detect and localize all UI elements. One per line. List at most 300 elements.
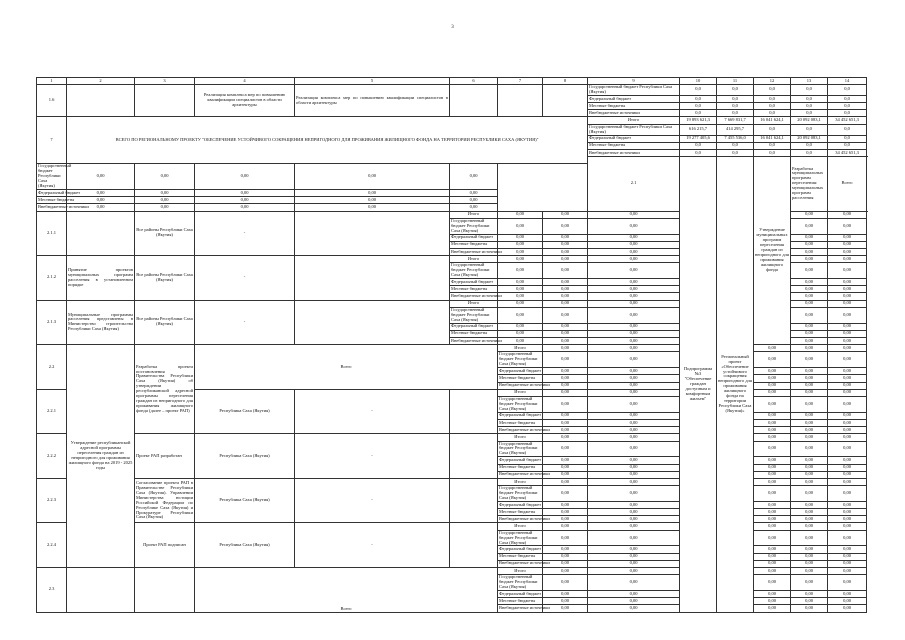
col-header: 1 — [37, 78, 67, 85]
fund-source: Внебюджетные источники — [498, 560, 543, 567]
budget-value: 0,00 — [450, 164, 498, 190]
activity-description: Реализация комплекса мер по повышению квалификации специалистов в области архитектуры — [295, 85, 450, 117]
budget-value: 0,00 — [588, 279, 680, 286]
budget-value: 0,00 — [828, 396, 867, 412]
fund-source: Местные бюджеты — [450, 241, 498, 248]
fund-source: Федеральный бюджет — [450, 323, 498, 330]
budget-value: 0,00 — [791, 441, 828, 457]
row-number: 2.2.4 — [37, 523, 67, 568]
budget-value: 0,00 — [791, 598, 828, 605]
project-name: Региональный проект «Обеспечение устойчивого сокращения непригодного для проживания жилищного фонда на территории Республики Саха (Якутия)» — [717, 157, 754, 613]
budget-value: 0,00 — [543, 516, 588, 523]
budget-value: 0,00 — [791, 368, 828, 375]
budget-value: 0,00 — [828, 352, 867, 368]
budget-value: 0,00 — [791, 575, 828, 591]
budget-value: 0,00 — [754, 457, 791, 464]
budget-value: 0,00 — [588, 560, 680, 567]
budget-value: 0,00 — [791, 286, 828, 293]
fund-source: Федеральный бюджет — [450, 234, 498, 241]
col-header: 14 — [828, 78, 867, 85]
budget-value: 0,00 — [828, 486, 867, 502]
budget-value: 0,00 — [543, 575, 588, 591]
budget-value: 0,00 — [135, 189, 195, 196]
cell-text: Всего — [828, 157, 867, 211]
subprogram-name: Подпрограмма №3 "Обеспечение граждан доступным и комфортным жильем" — [680, 157, 717, 613]
budget-value: 0,00 — [450, 204, 498, 211]
budget-value: 0,00 — [828, 546, 867, 553]
table-row: 2.2.2 Проект РАП разработан Республика Саха (Якутия) - Итого 0,00 0,00 0,00 0,00 0,00 — [37, 434, 867, 441]
budget-value: 0,00 — [588, 441, 680, 457]
budget-value: 0,00 — [828, 464, 867, 471]
budget-value: 0,00 — [588, 464, 680, 471]
budget-value: 0,00 — [828, 389, 867, 396]
fund-source: Федеральный бюджет — [498, 591, 543, 598]
budget-value: 0,00 — [588, 286, 680, 293]
col-header: 12 — [754, 78, 791, 85]
row-number: 2.1 — [588, 157, 680, 211]
budget-value: 0,00 — [828, 427, 867, 434]
budget-value: 0,00 — [754, 352, 791, 368]
budget-value: 0,00 — [754, 419, 791, 426]
budget-value: 0,00 — [828, 434, 867, 441]
budget-value: 0,00 — [754, 434, 791, 441]
budget-value: 0,00 — [754, 486, 791, 502]
budget-value: 0,00 — [295, 204, 450, 211]
fund-source: Государственный бюджет Республики Саха (Якутия) — [450, 263, 498, 279]
fund-source: Местные бюджеты — [588, 142, 680, 149]
budget-value: 0,00 — [498, 241, 543, 248]
budget-value: 0,00 — [67, 197, 135, 204]
budget-value: 0,00 — [543, 501, 588, 508]
budget-value: 0,00 — [754, 389, 791, 396]
budget-value: 0,00 — [543, 375, 588, 382]
budget-value: 0,00 — [828, 591, 867, 598]
fund-source: Федеральный бюджет — [498, 501, 543, 508]
budget-value: 0,00 — [754, 560, 791, 567]
budget-value: 0,00 — [543, 300, 588, 307]
budget-value: 0,00 — [195, 164, 295, 190]
budget-value: 0,00 — [791, 464, 828, 471]
budget-value: 0,00 — [754, 605, 791, 612]
fund-source: Местные бюджеты — [450, 330, 498, 337]
budget-value: 0,00 — [828, 560, 867, 567]
budget-value: 0,00 — [791, 419, 828, 426]
table-row: 2.1.2 Принятие проектов муниципальных программ расселения в установленном порядке Все районы Республики Саха (Якутия) - Итого 0,00 0,00 0,00 0,00 0,00 — [37, 256, 867, 263]
row-number: 2.1.3 — [37, 300, 67, 345]
fund-source: Государственный бюджет Республики Саха (Якутия) — [450, 307, 498, 323]
fund-source: Федеральный бюджет — [37, 189, 67, 196]
budget-value: 0,00 — [588, 486, 680, 502]
budget-value: 0,00 — [791, 382, 828, 389]
budget-value: 0,00 — [791, 323, 828, 330]
budget-value: 0,00 — [543, 568, 588, 575]
budget-value: 0,00 — [791, 457, 828, 464]
budget-value: 0,00 — [543, 464, 588, 471]
budget-value: 0,00 — [754, 427, 791, 434]
fund-source: Государственный бюджет Республики Саха (Якутия) — [450, 218, 498, 234]
budget-value: 0,00 — [295, 189, 450, 196]
col-header: 4 — [195, 78, 295, 85]
budget-value: 0,00 — [588, 375, 680, 382]
budget-value: 0,00 — [588, 293, 680, 300]
budget-value: 0,00 — [828, 412, 867, 419]
fund-source: Местные бюджеты — [588, 103, 680, 110]
budget-value: 0,00 — [543, 330, 588, 337]
budget-value: 0,00 — [828, 457, 867, 464]
budget-value: 0,00 — [791, 248, 828, 255]
budget-value: 0,00 — [543, 293, 588, 300]
budget-value: 0,00 — [828, 234, 867, 241]
budget-value: 0,00 — [543, 286, 588, 293]
budget-value: 0,00 — [295, 164, 450, 190]
budget-value: 0,00 — [791, 412, 828, 419]
budget-value: 0,00 — [754, 598, 791, 605]
budget-value: 0,00 — [588, 471, 680, 478]
fund-source: Федеральный бюджет — [498, 412, 543, 419]
budget-value: 0,00 — [754, 441, 791, 457]
fund-source: Итого — [498, 434, 543, 441]
budget-value: 0,00 — [828, 471, 867, 478]
table-row: Местные бюджеты 0,0 0,0 0,0 0,0 0,0 — [37, 142, 867, 149]
col-header: 11 — [717, 78, 754, 85]
fund-source: Внебюджетные источники — [498, 382, 543, 389]
budget-value: 0,00 — [791, 256, 828, 263]
budget-value: 0,00 — [195, 189, 295, 196]
table-row: 2.1.3 Муниципальные программы расселения представлены в Министерство строительства Республики Саха (Якутия) Все районы Республики Саха (Якутия) - Итого 0,00 0,00 0,00 0,00 0,00 — [37, 300, 867, 307]
task-name: Утверждение республиканской адресной программы переселения граждан из непригодного для проживания жилищного фонда на 2019 - 2025 годы — [67, 345, 135, 568]
budget-value: 0,00 — [754, 553, 791, 560]
budget-value: 0,00 — [791, 396, 828, 412]
budget-value: 0,00 — [498, 330, 543, 337]
budget-value: 0,00 — [588, 256, 680, 263]
fund-source: Внебюджетные источники — [498, 427, 543, 434]
budget-value: 0,00 — [791, 530, 828, 546]
budget-value: 0,00 — [543, 427, 588, 434]
budget-value: 0,00 — [588, 234, 680, 241]
table-row: 7 ВСЕГО ПО РЕГИОНАЛЬНОМУ ПРОЕКТУ "ОБЕСПЕЧЕНИЕ УСТОЙЧИВОГО СОКРАЩЕНИЯ НЕПРИГОДНОГО ДЛЯ ПРОЖИВАНИЯ ЖИЛИЩНОГО ФОНДА НА ТЕРРИТОРИИ РЕСПУБЛИКИ САХА (ЯКУТИЯ)" Итого 19 893 621,3 7 669 831,7 16 041 624,1 20 092 083,1 34 452 651,3 — [37, 117, 867, 124]
budget-value: 0,00 — [543, 478, 588, 485]
budget-value: 0,00 — [543, 546, 588, 553]
budget-value: 0,00 — [498, 300, 543, 307]
budget-value: 0,00 — [828, 323, 867, 330]
budget-value: 0,00 — [588, 427, 680, 434]
budget-value: 0,00 — [498, 234, 543, 241]
budget-value: 0,00 — [543, 307, 588, 323]
budget-value: 0,00 — [828, 530, 867, 546]
row-number: 2.2.2 — [37, 434, 67, 479]
budget-value: 0,00 — [828, 293, 867, 300]
fund-source: Местные бюджеты — [498, 509, 543, 516]
budget-value: 0,00 — [295, 197, 450, 204]
budget-value: 0,00 — [543, 605, 588, 612]
budget-value: 0,00 — [828, 248, 867, 255]
col-header: 2 — [67, 78, 135, 85]
budget-value: 0,00 — [588, 605, 680, 612]
budget-value: 0,00 — [754, 509, 791, 516]
col-header: 13 — [791, 78, 828, 85]
budget-value: 0,00 — [498, 248, 543, 255]
fund-source: Местные бюджеты — [498, 419, 543, 426]
budget-value: 0,00 — [543, 419, 588, 426]
budget-value: 0,00 — [543, 486, 588, 502]
budget-value: 0,00 — [450, 197, 498, 204]
budget-value: 0,00 — [754, 464, 791, 471]
budget-value: 0,00 — [543, 338, 588, 345]
budget-value: 0,00 — [588, 382, 680, 389]
page-number: 3 — [451, 25, 454, 30]
table-row: Государственный бюджет Республики Саха (Якутия) 616 215,7 414 295,7 0,0 0,0 0,0 — [37, 124, 867, 135]
budget-value: 0,00 — [828, 263, 867, 279]
budget-value: 0,00 — [543, 412, 588, 419]
budget-value: 0,00 — [791, 560, 828, 567]
col-header: 10 — [680, 78, 717, 85]
fund-source: Федеральный бюджет — [588, 95, 680, 102]
budget-value: 0,00 — [543, 560, 588, 567]
activity-name: Реализация комплекса мер по повышению квалификации специалистов в области архитектуры — [195, 85, 295, 117]
cell-text: Принятие проектов муниципальных программ расселения в установленном порядке — [67, 256, 135, 301]
table-row: Внебюджетные источники 0,0 0,0 0,0 0,0 0,0 — [37, 110, 867, 117]
budget-value: 0,00 — [791, 516, 828, 523]
fund-source: Местные бюджеты — [498, 553, 543, 560]
budget-value: 0,00 — [791, 389, 828, 396]
budget-value: 0,00 — [828, 509, 867, 516]
budget-value: 0,00 — [588, 323, 680, 330]
budget-value: 0,00 — [754, 501, 791, 508]
budget-value: 0,00 — [588, 211, 680, 218]
budget-value: 0,00 — [498, 256, 543, 263]
budget-value: 0,00 — [828, 211, 867, 218]
budget-value: 0,00 — [828, 478, 867, 485]
budget-value: 0,00 — [588, 509, 680, 516]
budget-value: 0,00 — [67, 204, 135, 211]
budget-value: 0,00 — [588, 457, 680, 464]
budget-value: 0,00 — [498, 286, 543, 293]
col-header: 5 — [295, 78, 450, 85]
fund-source: Местные бюджеты — [498, 598, 543, 605]
budget-value: 0,00 — [543, 218, 588, 234]
budget-value: 0,00 — [588, 478, 680, 485]
fund-source: Итого — [450, 256, 498, 263]
budget-value: 0,00 — [588, 307, 680, 323]
fund-source: Федеральный бюджет — [588, 135, 680, 142]
fund-source: Внебюджетные источники — [450, 338, 498, 345]
fund-source: Внебюджетные источники — [37, 204, 67, 211]
table-row: Местные бюджеты 0,0 0,0 0,0 0,0 0,0 — [37, 103, 867, 110]
budget-value: 0,00 — [791, 478, 828, 485]
budget-value: 0,00 — [588, 345, 680, 352]
budget-value: 0,00 — [754, 591, 791, 598]
budget-value: 0,00 — [754, 575, 791, 591]
row-number: 2.1.2 — [37, 256, 67, 301]
budget-value: 0,00 — [543, 389, 588, 396]
budget-value: 0,00 — [828, 286, 867, 293]
fund-source: Государственный бюджет Республики Саха (Якутия) — [498, 486, 543, 502]
cell-text: Проект РАП разработан — [135, 434, 195, 479]
fund-source: Итого — [498, 389, 543, 396]
fund-source: Местные бюджеты — [498, 464, 543, 471]
budget-value: 0,00 — [791, 375, 828, 382]
table-row: 2.1.1 Все районы Республики Саха (Якутия) - Итого 0,00 0,00 0,00 0,00 0,00 — [37, 211, 867, 218]
budget-value: 0,00 — [828, 368, 867, 375]
budget-value: 0,00 — [791, 509, 828, 516]
budget-value: 0,00 — [498, 218, 543, 234]
budget-table — [36, 77, 867, 613]
budget-value: 0,00 — [498, 338, 543, 345]
fund-source: Федеральный бюджет — [498, 368, 543, 375]
budget-value: 0,00 — [791, 218, 828, 234]
budget-value: 0,00 — [828, 568, 867, 575]
fund-source: Итого — [450, 300, 498, 307]
budget-value: 0,00 — [543, 323, 588, 330]
fund-source: Внебюджетные источники — [498, 516, 543, 523]
row-number: 2.3 — [37, 568, 67, 613]
budget-value: 0,00 — [791, 293, 828, 300]
col-header: 3 — [135, 78, 195, 85]
budget-value: 0,00 — [543, 248, 588, 255]
budget-value: 0,00 — [588, 338, 680, 345]
budget-value: 0,00 — [543, 211, 588, 218]
fund-source: Государственный бюджет Республики Саха (Якутия) — [38, 163, 72, 188]
budget-value: 0,00 — [791, 211, 828, 218]
fund-source: Федеральный бюджет — [498, 457, 543, 464]
budget-value: 0,00 — [67, 189, 135, 196]
budget-value: 0,00 — [588, 575, 680, 591]
row-number: 7 — [37, 117, 67, 164]
budget-value: 0,00 — [791, 279, 828, 286]
budget-value: 0,00 — [543, 530, 588, 546]
col-header: 7 — [498, 78, 543, 85]
budget-value: 0,00 — [543, 241, 588, 248]
budget-value: 0,00 — [588, 352, 680, 368]
budget-value: 0,00 — [828, 279, 867, 286]
budget-value: 0,00 — [791, 471, 828, 478]
table-row: Федеральный бюджет 0,0 0,0 0,0 0,0 0,0 — [37, 95, 867, 102]
budget-value: 0,00 — [543, 591, 588, 598]
budget-value: 0,00 — [543, 471, 588, 478]
budget-value: 0,00 — [543, 234, 588, 241]
budget-value: 0,00 — [588, 434, 680, 441]
table-row: Внебюджетные источники 0,0 0,0 0,0 0,0 34 452 651,3 — [37, 149, 867, 156]
budget-value: 0,00 — [828, 218, 867, 234]
budget-value: 0,00 — [543, 263, 588, 279]
table-row: 2.2.3 Согласование проекта РАП в Правительстве Республики Саха (Якутия). Управлении Министерства юстиции Российской Федерации по Республике Саха (Якутия) и Прокуратуре Республики Саха (Якутия) Республика Саха (Якутия) - Итого 0,00 0,00 0,00 0,00 0,00 — [37, 478, 867, 485]
budget-value: 0,00 — [754, 523, 791, 530]
budget-value: 0,00 — [828, 553, 867, 560]
budget-value: 0,00 — [135, 164, 195, 190]
fund-source: Внебюджетные источники — [498, 605, 543, 612]
budget-value: 0,00 — [588, 523, 680, 530]
budget-value: 0,00 — [791, 591, 828, 598]
col-header: 8 — [543, 78, 588, 85]
budget-value: 0,00 — [791, 568, 828, 575]
budget-value: 0,00 — [828, 516, 867, 523]
fund-source: Итого — [498, 568, 543, 575]
fund-source: Федеральный бюджет — [450, 279, 498, 286]
budget-value: 0,00 — [754, 375, 791, 382]
budget-value: 0,00 — [195, 197, 295, 204]
fund-source: Итого — [498, 523, 543, 530]
budget-value: 0,00 — [828, 300, 867, 307]
budget-value: 0,00 — [588, 419, 680, 426]
budget-value: 0,00 — [791, 338, 828, 345]
cell-text: Разработка муниципальных программ переселения: муниципальных программ расселения — [791, 157, 828, 211]
budget-value: 0,00 — [828, 441, 867, 457]
budget-value: 0,00 — [543, 345, 588, 352]
budget-value: 0,00 — [791, 263, 828, 279]
fund-source: Государственный бюджет Республики Саха (Якутия) — [498, 530, 543, 546]
fund-source: Государственный бюджет Республики Саха (Якутия) — [498, 441, 543, 457]
fund-source: Внебюджетные источники — [588, 110, 680, 117]
budget-value: 0,00 — [791, 300, 828, 307]
table-row: 2.2.4 Проект РАП подписан Республика Саха (Якутия) - Итого 0,00 0,00 0,00 0,00 0,00 — [37, 523, 867, 530]
budget-value: 0,00 — [450, 189, 498, 196]
budget-value: 0,00 — [588, 591, 680, 598]
table-row: 2.3 Всего Итого 0,00 0,00 0,00 0,00 0,00 — [37, 568, 867, 575]
budget-value: 0,00 — [588, 263, 680, 279]
budget-value: 0,00 — [791, 486, 828, 502]
budget-value: 0,00 — [754, 546, 791, 553]
budget-value: 0,00 — [543, 441, 588, 457]
fund-source: Внебюджетные источники — [498, 471, 543, 478]
budget-value: 0,00 — [588, 300, 680, 307]
budget-value: 0,00 — [543, 382, 588, 389]
table-row: Федеральный бюджет 19 277 405,6 7 455 536,0 16 041 624,1 20 092 083,1 0,0 — [37, 135, 867, 142]
fund-source: Государственный бюджет Республики Саха (Якутия) — [588, 85, 680, 96]
budget-value: 0,00 — [67, 164, 135, 190]
budget-value: 0,00 — [543, 553, 588, 560]
budget-value: 0,00 — [135, 197, 195, 204]
fund-source: Федеральный бюджет — [498, 546, 543, 553]
budget-value: 0,00 — [791, 352, 828, 368]
budget-value: 0,00 — [543, 256, 588, 263]
budget-value: 0,00 — [588, 248, 680, 255]
budget-value: 0,00 — [828, 338, 867, 345]
budget-value: 0,00 — [754, 368, 791, 375]
budget-value: 0,00 — [754, 568, 791, 575]
row-number: 1.6 — [37, 85, 67, 117]
budget-value: 0,00 — [828, 330, 867, 337]
fund-source: Государственный бюджет Республики Саха (Якутия) — [588, 124, 680, 135]
budget-value: 0,00 — [754, 382, 791, 389]
budget-value: 0,00 — [754, 478, 791, 485]
col-header: 6 — [450, 78, 498, 85]
budget-value: 0,00 — [543, 457, 588, 464]
cell-text: Проект РАП подписан — [135, 523, 195, 568]
budget-value: 0,00 — [588, 412, 680, 419]
budget-value: 0,00 — [828, 523, 867, 530]
budget-value: 0,00 — [791, 546, 828, 553]
budget-value: 0,00 — [791, 605, 828, 612]
fund-source: Местные бюджеты — [498, 375, 543, 382]
column-numbers-row — [37, 78, 867, 85]
budget-value: 0,00 — [498, 323, 543, 330]
budget-value: 0,00 — [754, 516, 791, 523]
task-name: Утверждение муниципальных программ переселения граждан из непригодного для проживания жилищного фонда — [754, 157, 791, 345]
row-number: 2.2 — [37, 345, 67, 390]
budget-value: 0,00 — [828, 307, 867, 323]
budget-value: 0,00 — [828, 501, 867, 508]
budget-value: 0,00 — [588, 389, 680, 396]
budget-value: 0,00 — [754, 530, 791, 546]
fund-source: Итого — [498, 478, 543, 485]
budget-value: 0,00 — [791, 501, 828, 508]
budget-value: 0,00 — [828, 375, 867, 382]
budget-value: 0,00 — [543, 434, 588, 441]
budget-value: 0,00 — [588, 396, 680, 412]
table-row: 2.2 Утверждение республиканской адресной программы переселения граждан из непригодного для проживания жилищного фонда на 2019 - 2025 годы Разработка проекта постановления Правительства Республики Саха (Якутия) об утверждении республиканской адресной программы переселения граждан из непригодного для проживания жилищного фонда (далее – проект РАП) Всего Итого 0,00 0,00 0,00 0,00 0,00 — [37, 345, 867, 352]
cell-text: Согласование проекта РАП в Правительстве Республики Саха (Якутия). Управлении Министерства юстиции Российской Федерации по Республике Саха (Якутия) и Прокуратуре Республики Саха (Якутия) — [135, 478, 195, 523]
budget-value: 0,00 — [588, 241, 680, 248]
